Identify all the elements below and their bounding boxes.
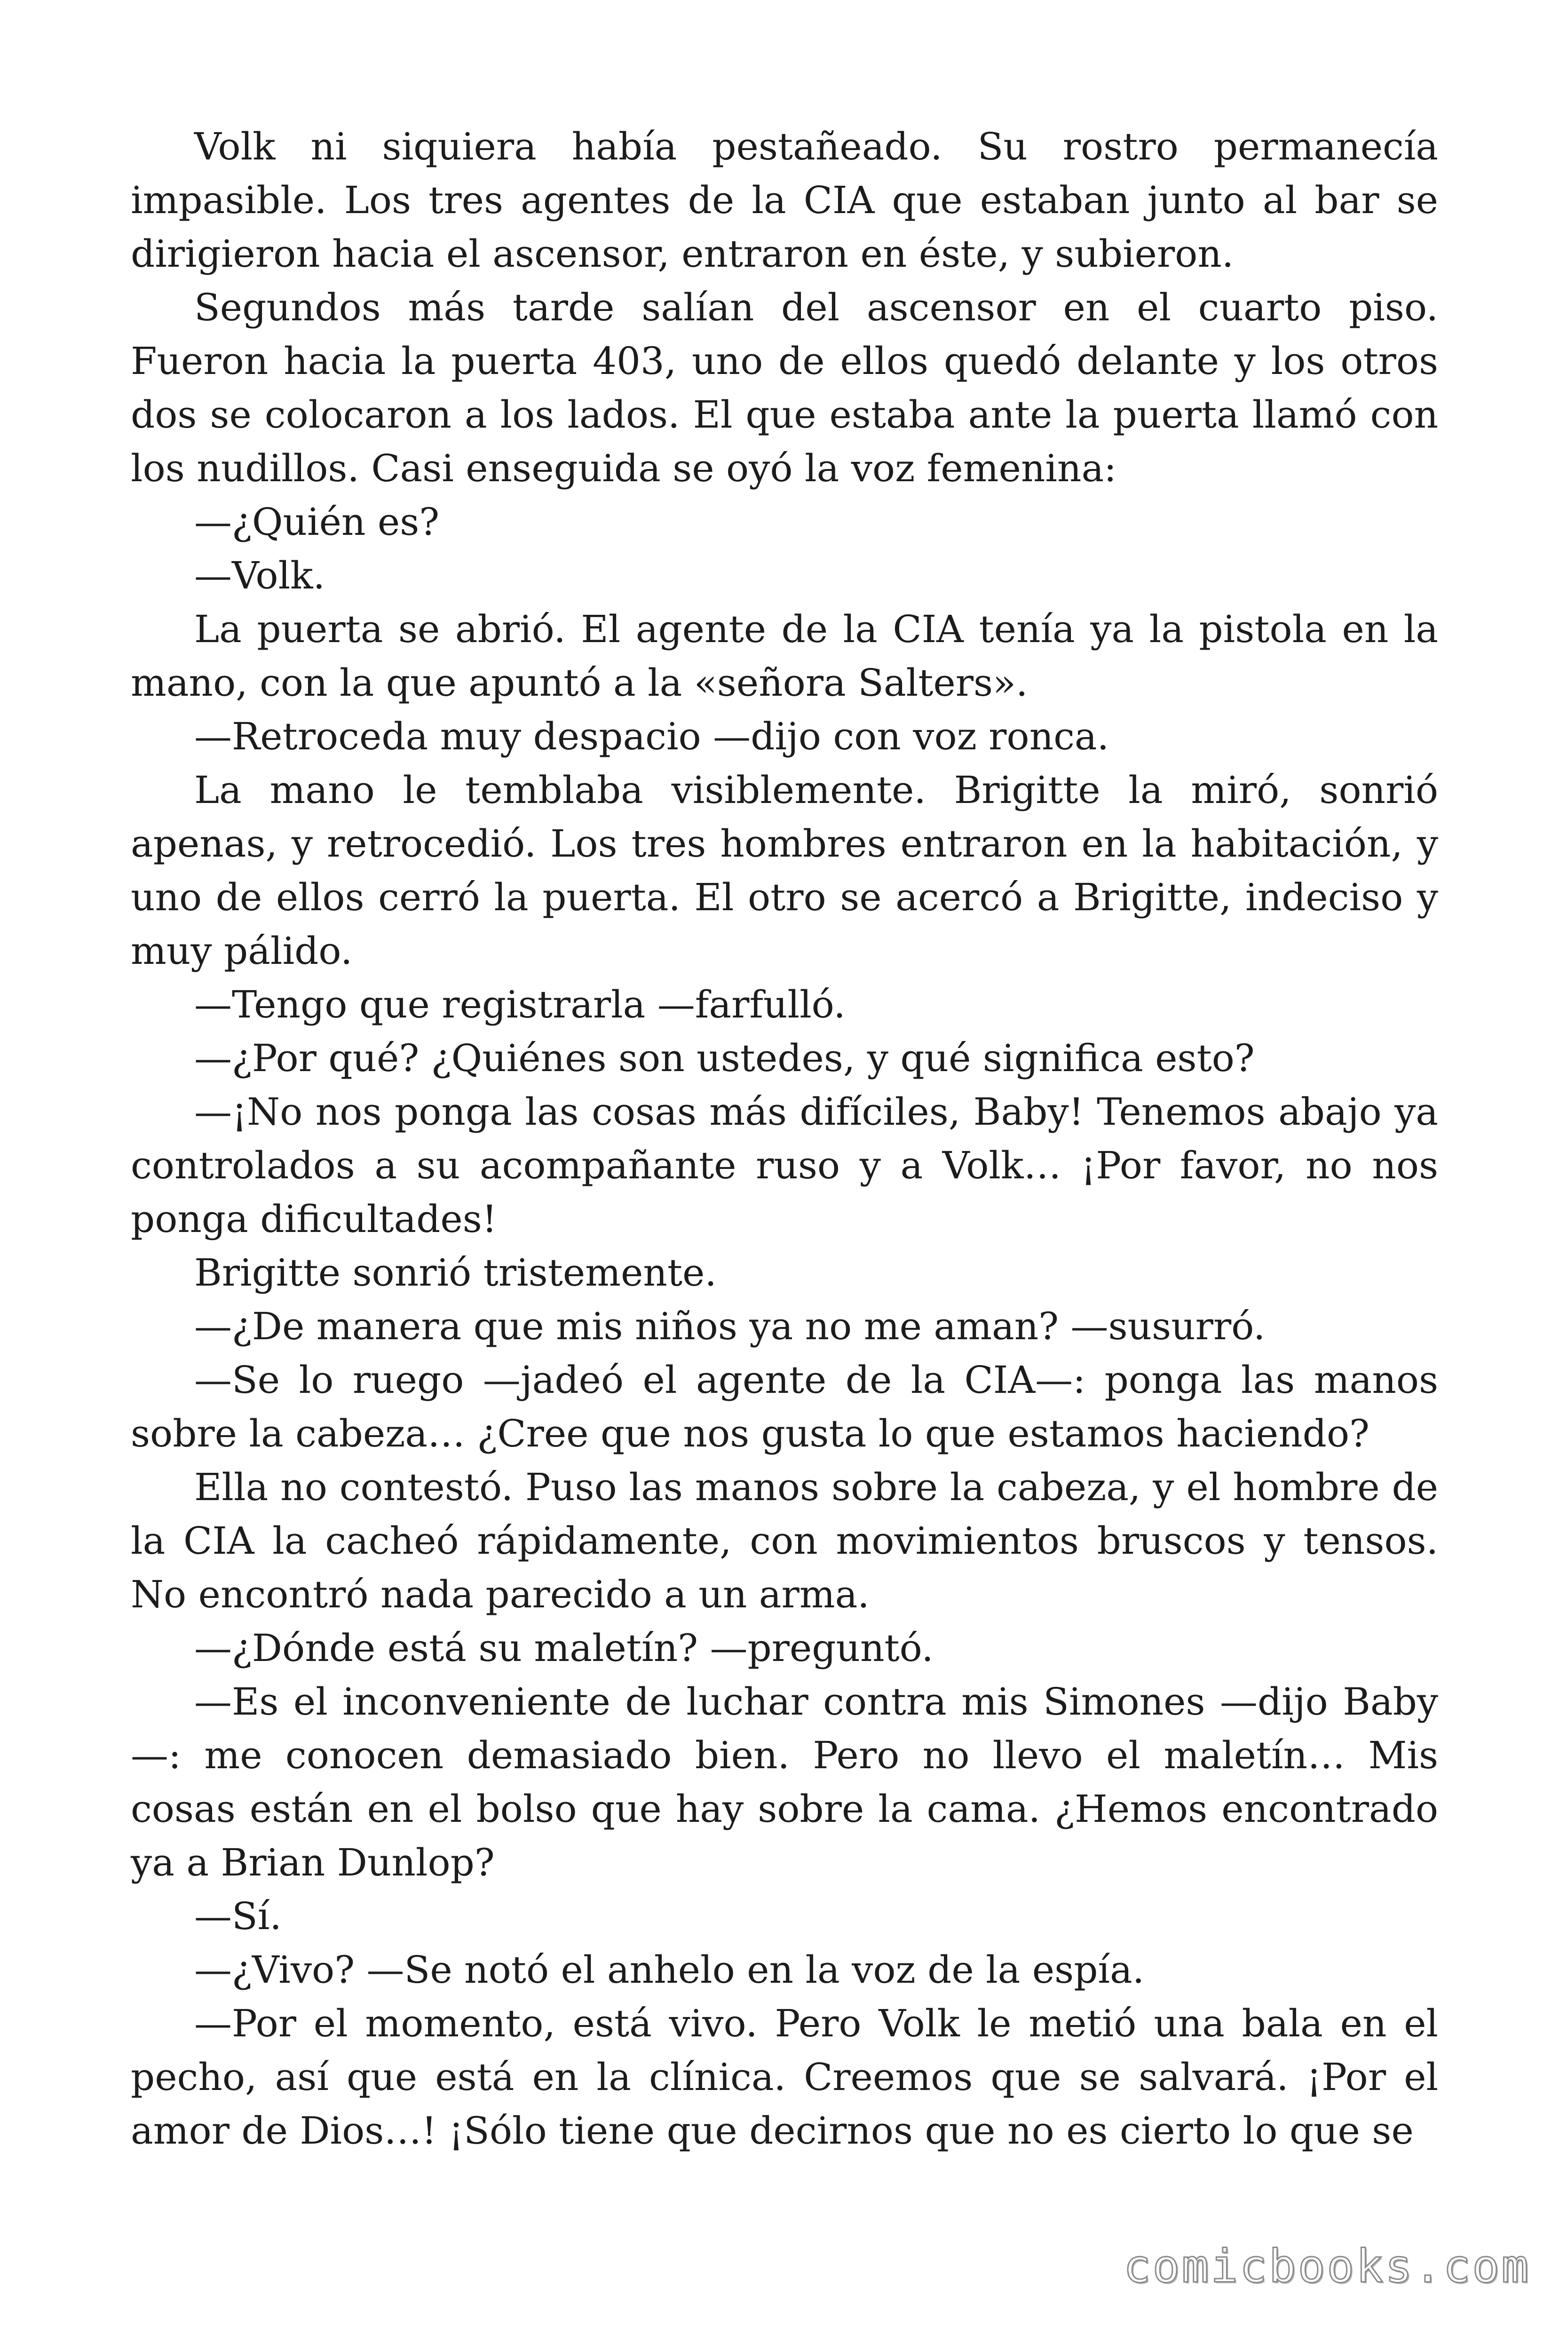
paragraph-11: Brigitte sonrió tristemente. <box>194 1251 717 1295</box>
paragraph-15: —¿Dónde está su maletín? —preguntó. <box>194 1626 934 1670</box>
paragraph-4: —Volk. <box>194 554 325 597</box>
paragraph-5: La puerta se abrió. El agente de la CIA tenía ya la pistola en la mano, con la que apuntó a la «señora Salters». <box>131 607 1438 705</box>
paragraph-16: —Es el inconveniente de luchar contra mis Simones —dijo Baby —: me conocen demasiado bien. Pero no llevo el maletín… Mis cosas están en el bolso que hay sobre la cama. ¿Hemos encontrado ya a Brian Dunlop? <box>131 1680 1438 1884</box>
paragraph-2: Segundos más tarde salían del ascensor en el cuarto piso. Fueron hacia la puerta 403, uno de ellos quedó delante y los otros dos se colocaron a los lados. El que estaba ante la puerta llamó con los nudillos. Casi enseguida se oyó la voz femenina: <box>131 286 1438 490</box>
paragraph-7: La mano le temblaba visiblemente. Brigitte la miró, sonrió apenas, y retrocedió. Los tres hombres entraron en la habitación, y uno de ellos cerró la puerta. El otro se acercó a Brigitte, indeciso y muy pálido. <box>131 768 1438 973</box>
paragraph-18: —¿Vivo? —Se notó el anhelo en la voz de la espía. <box>194 1948 1145 1992</box>
book-page-text <box>131 120 1438 2158</box>
paragraph-6: —Retroceda muy despacio —dijo con voz ronca. <box>194 715 1109 758</box>
paragraph-17: —Sí. <box>194 1894 282 1938</box>
paragraph-1: Volk ni siquiera había pestañeado. Su rostro permanecía impasible. Los tres agentes de la CIA que estaban junto al bar se dirigieron hacia el ascensor, entraron en éste, y subieron. <box>131 125 1438 276</box>
watermark-logo: comicbooks.com <box>1123 2240 1530 2293</box>
paragraph-8: —Tengo que registrarla —farfulló. <box>194 983 846 1026</box>
paragraph-19: —Por el momento, está vivo. Pero Volk le metió una bala en el pecho, así que está en la clínica. Creemos que se salvará. ¡Por el amor de Dios…! ¡Sólo tiene que decirnos que no es cierto lo que se <box>131 2002 1438 2153</box>
paragraph-13: —Se lo ruego —jadeó el agente de la CIA—: ponga las manos sobre la cabeza… ¿Cree que nos gusta lo que estamos haciendo? <box>131 1358 1438 1455</box>
paragraph-10: —¡No nos ponga las cosas más difíciles, Baby! Tenemos abajo ya controlados a su acompañante ruso y a Volk… ¡Por favor, no nos ponga dificultades! <box>131 1090 1438 1241</box>
paragraph-14: Ella no contestó. Puso las manos sobre la cabeza, y el hombre de la CIA la cacheó rápidamente, con movimientos bruscos y tensos. No encontró nada parecido a un arma. <box>131 1465 1438 1616</box>
paragraph-3: —¿Quién es? <box>194 500 440 544</box>
paragraph-9: —¿Por qué? ¿Quiénes son ustedes, y qué significa esto? <box>194 1036 1255 1080</box>
paragraph-12: —¿De manera que mis niños ya no me aman? —susurró. <box>194 1304 1266 1348</box>
